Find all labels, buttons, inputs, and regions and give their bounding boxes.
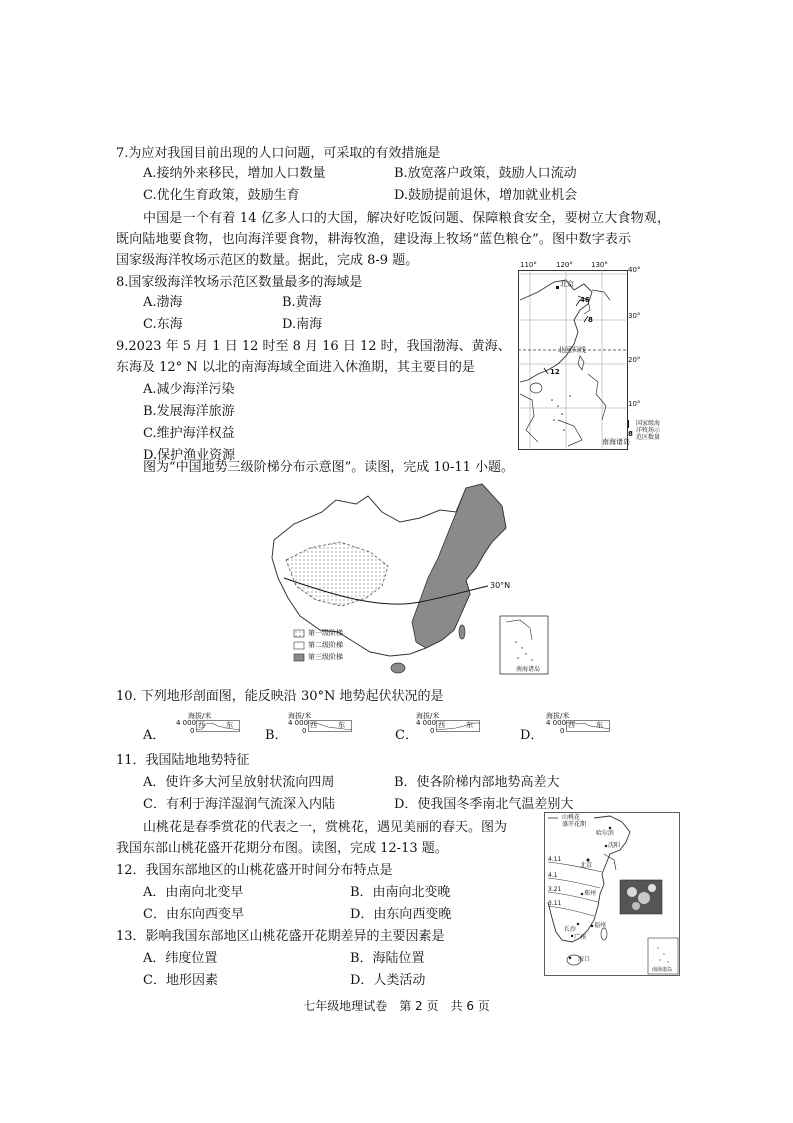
q10-d-y4000: 4 000 [546, 719, 567, 727]
q10-stem: 10. 下列地形剖面图，能反映沿 30°N 地势起伏状况的是 [116, 689, 444, 704]
map3-harbin: 哈尔滨 [596, 830, 615, 837]
map2-legend-step2: 第二级阶梯 [308, 641, 343, 649]
map3-south-sea-label: 南海诸岛 [652, 967, 673, 973]
q10-a-west: 西 [198, 721, 205, 729]
q10-option-a[interactable]: A． [143, 728, 166, 743]
q8-option-b[interactable]: B.黄海 [282, 295, 322, 310]
passage1-line3: 国家级海洋牧场示范区的数量。据此，完成 8-9 题。 [116, 253, 419, 268]
map3-legend-line2: 盛开花期 [562, 821, 587, 828]
q11-option-d[interactable]: D．使我国冬季南北气温差别大 [394, 797, 574, 812]
q10-c-east: 东 [466, 721, 473, 729]
map1-count-8: 8 [588, 316, 593, 324]
q8-option-a[interactable]: A.渤海 [143, 295, 183, 310]
map2-30n-label: 30°N [490, 581, 511, 590]
q10-profile-d[interactable] [546, 712, 606, 738]
map1-lat-20: 20° [628, 356, 641, 364]
q10-a-ylabel: 海拔/米 [188, 712, 212, 720]
q10-b-y4000: 4 000 [288, 719, 309, 727]
map3-date-41: 4.1 [548, 872, 558, 879]
q7-stem: 7.为应对我国目前出现的人口问题，可采取的有效措施是 [116, 146, 441, 161]
q9-option-c[interactable]: C.维护海洋权益 [143, 426, 235, 441]
q10-a-east: 东 [226, 721, 233, 729]
q13-option-c[interactable]: C．地形因素 [143, 973, 218, 988]
q10-option-d[interactable]: D． [520, 728, 544, 743]
map3-legend-line1: 山桃花 [562, 814, 581, 821]
q11-option-c[interactable]: C．有利于海洋湿润气流深入内陆 [143, 797, 335, 812]
q8-stem: 8.国家级海洋牧场示范区数量最多的海域是 [116, 275, 363, 290]
map2-inset-label: 南海诸岛 [516, 666, 541, 673]
q11-option-b[interactable]: B．使各阶梯内部地势高差大 [394, 775, 560, 790]
q9-stem-line2: 东海及 12° N 以北的南海海域全面进入休渔期，其主要目的是 [116, 360, 475, 375]
map3-date-311: 3.11 [548, 900, 562, 907]
map1-lon-110: 110° [520, 261, 537, 269]
q9-option-b[interactable]: B.发展海洋旅游 [143, 404, 235, 419]
q10-profile-c[interactable] [416, 712, 476, 738]
q8-option-c[interactable]: C.东海 [143, 317, 183, 332]
q13-option-b[interactable]: B．海陆位置 [350, 951, 425, 966]
map1-legend-arrow-icon [628, 420, 635, 428]
q7-option-c[interactable]: C.优化生育政策，鼓励生育 [143, 188, 300, 203]
q13-stem: 13．影响我国东部地区山桃花盛开花期差异的主要因素是 [116, 929, 445, 944]
map3-shenyang: 沈阳 [608, 842, 621, 849]
map1-legend-text3: 范区数量 [636, 434, 661, 441]
q10-d-ylabel: 海拔/米 [546, 712, 570, 720]
marine-ranch-map [514, 261, 661, 448]
q7-option-a[interactable]: A.接纳外来移民，增加人口数量 [143, 166, 326, 181]
map1-count-46: 46 [580, 296, 590, 304]
q9-option-d[interactable]: D.保护渔业资源 [143, 448, 236, 463]
q12-stem: 12．我国东部地区的山桃花盛开时间分布特点是 [116, 863, 393, 878]
map3-date-411: 4.11 [548, 856, 562, 863]
map1-legend-number: 8 [628, 430, 633, 438]
peach-blossom-map [544, 812, 680, 976]
q13-option-a[interactable]: A．纬度位置 [143, 951, 218, 966]
q10-c-y0: 0 [430, 727, 435, 735]
map1-legend-text1: 国家级海 [636, 420, 661, 427]
q10-d-y0: 0 [560, 727, 565, 735]
q10-d-west: 西 [568, 721, 575, 729]
q10-d-east: 东 [596, 721, 603, 729]
q9-stem-line1: 9.2023 年 5 月 1 日 12 时至 8 月 16 日 12 时，我国渤海、黄海、 [116, 339, 511, 354]
passage3-line2: 我国东部山桃花盛开花期分布图。读图，完成 12-13 题。 [116, 841, 448, 856]
q10-c-west: 西 [438, 721, 445, 729]
q10-option-b[interactable]: B． [265, 728, 288, 743]
q12-option-b[interactable]: B．由南向北变晚 [350, 885, 451, 900]
q10-b-ylabel: 海拔/米 [288, 712, 312, 720]
map1-tropic-label: 北回归线 [558, 346, 586, 354]
passage1-line1: 中国是一个有着 14 亿多人口的大国，解决好吃饭问题、保障粮食安全，要树立大食物观， [143, 211, 671, 226]
map1-south-sea-label: 南海诸岛 [602, 438, 630, 446]
q11-stem: 11．我国陆地地势特征 [116, 753, 250, 768]
q11-option-a[interactable]: A．使许多大河呈放射状流向四周 [143, 775, 335, 790]
map1-frame [518, 270, 628, 450]
q10-profile-b[interactable] [288, 712, 348, 738]
q12-option-d[interactable]: D．由东向西变晚 [350, 907, 452, 922]
map2-legend-step1: 第一级阶梯 [308, 629, 343, 637]
q10-a-y4000: 4 000 [176, 719, 197, 727]
map3-fuzhou: 福州 [594, 922, 607, 929]
q10-option-c[interactable]: C． [395, 728, 418, 743]
q12-option-a[interactable]: A．由南向北变早 [143, 885, 244, 900]
terrain-steps-map [270, 482, 550, 678]
map1-lon-130: 130° [591, 261, 608, 269]
q10-b-east: 东 [338, 721, 345, 729]
passage1-line2: 既向陆地要食物，也向海洋要食物，耕海牧渔，建设海上牧场“蓝色粮仓”。图中数字表示 [116, 232, 632, 247]
map1-legend-text2: 洋牧场示 [636, 427, 661, 434]
q10-b-y0: 0 [302, 727, 307, 735]
q10-b-west: 西 [310, 721, 317, 729]
q10-c-y4000: 4 000 [416, 719, 437, 727]
map1-lat-40: 40° [628, 266, 641, 274]
q10-a-y0: 0 [190, 727, 195, 735]
map3-beijing: 北京 [580, 862, 593, 869]
map3-changsha: 长沙 [564, 926, 577, 933]
map1-beijing-label: 北京 [560, 280, 574, 288]
q7-option-d[interactable]: D.鼓励提前退休，增加就业机会 [394, 188, 578, 203]
passage2: 图为“中国地势三级阶梯分布示意图”。读图，完成 10-11 小题。 [143, 460, 515, 475]
q10-profile-a[interactable] [176, 712, 236, 738]
map1-lon-120: 120° [556, 261, 573, 269]
map3-zhengzhou: 郑州 [584, 890, 597, 897]
map2-legend-step3: 第三级阶梯 [308, 653, 343, 661]
q7-option-b[interactable]: B.放宽落户政策，鼓励人口流动 [394, 166, 577, 181]
map1-lat-10: 10° [628, 400, 641, 408]
map3-date-321: 3.21 [548, 886, 562, 893]
q13-option-d[interactable]: D．人类活动 [350, 973, 426, 988]
q12-option-c[interactable]: C．由东向西变早 [143, 907, 244, 922]
passage3-line1: 山桃花是春季赏花的代表之一，赏桃花，遇见美丽的春天。图为 [143, 820, 508, 835]
q8-option-d[interactable]: D.南海 [282, 317, 323, 332]
page-footer: 七年级地理试卷 第 2 页 共 6 页 [303, 999, 490, 1013]
map3-guangzhou: 广州 [574, 934, 587, 941]
q9-option-a[interactable]: A.减少海洋污染 [143, 382, 235, 397]
q10-c-ylabel: 海拔/米 [416, 712, 440, 720]
map3-haikou: 海口 [578, 956, 591, 963]
map1-count-12: 12 [550, 368, 560, 376]
map1-lat-30: 30° [628, 312, 641, 320]
